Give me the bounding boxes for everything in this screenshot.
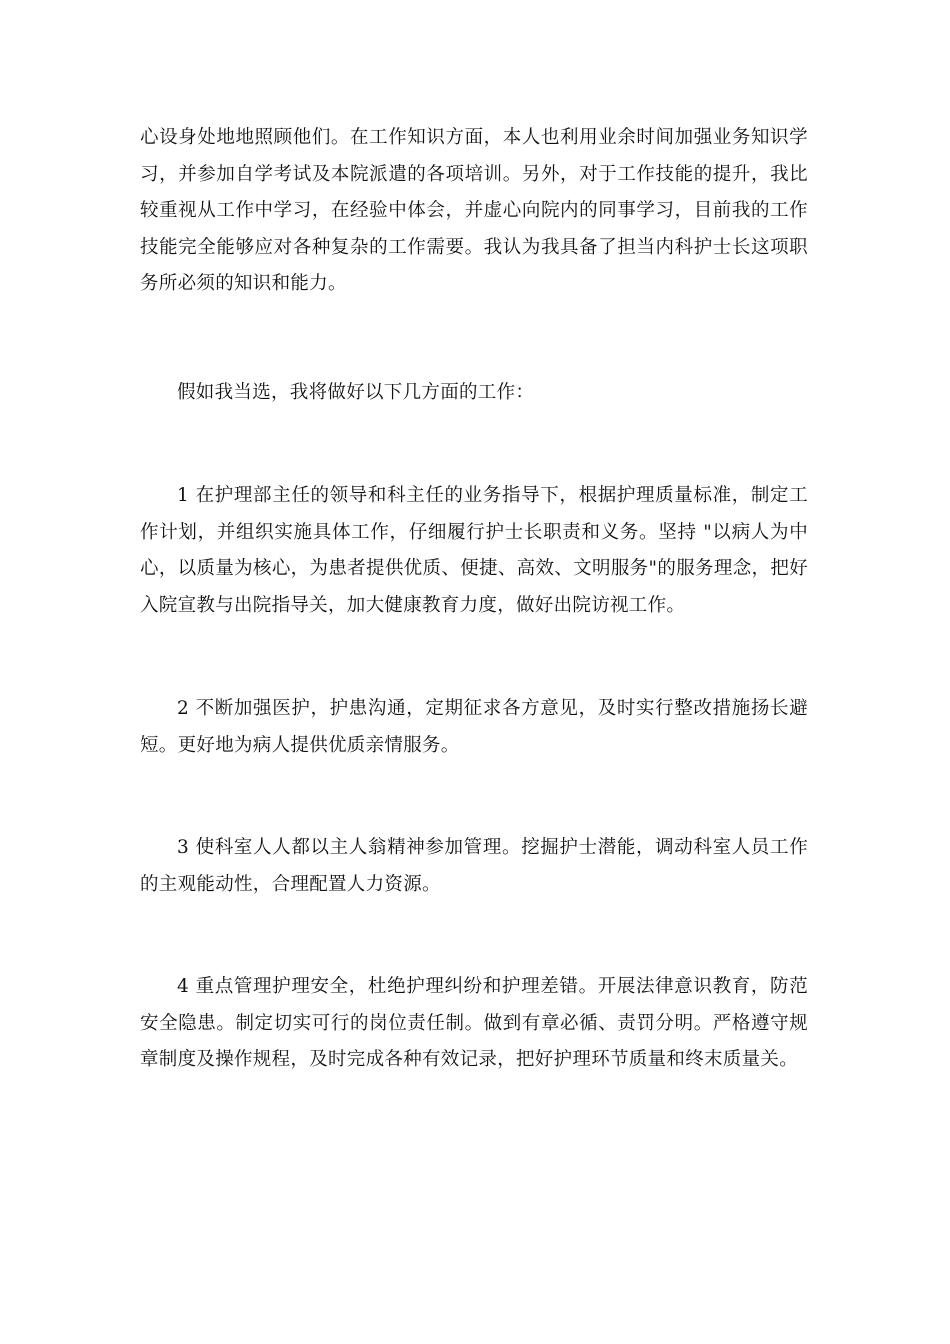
paragraph-item-2: 2 不断加强医护，护患沟通，定期征求各方意见，及时实行整改措施扬长避短。更好地为病人提供优质亲情服务。 — [140, 698, 808, 756]
paragraph-intro: 假如我当选，我将做好以下几方面的工作： — [177, 382, 535, 403]
paragraph-item-3: 3 使科室人人都以主人翁精神参加管理。挖掘护士潜能，调动科室人员工作的主观能动性，合理配置人力资源。 — [140, 837, 808, 895]
paragraph-item-4: 4 重点管理护理安全，杜绝护理纠纷和护理差错。开展法律意识教育，防范安全隐患。制定切实可行的岗位责任制。做到有章必循、责罚分明。严格遵守规章制度及操作规程，及时完成各种有效记录，把好护理环节质量和终末质量关。 — [140, 976, 808, 1070]
paragraph-continuation: 心设身处地地照顾他们。在工作知识方面，本人也利用业余时间加强业务知识学习，并参加自学考试及本院派遣的各项培训。另外，对于工作技能的提升，我比较重视从工作中学习，在经验中体会，并虚心向院内的同事学习，目前我的工作技能完全能够应对各种复杂的工作需要。我认为我具备了担当内科护士长这项职务所必须的知识和能力。 — [140, 127, 808, 294]
paragraph-item-1: 1 在护理部主任的领导和科主任的业务指导下，根据护理质量标准，制定工作计划，并组织实施具体工作，仔细履行护士长职责和义务。坚持 "以病人为中心，以质量为核心，为患者提供优质、便捷、高效、文明服务"的服务理念，把好入院宣教与出院指导关，加大健康教育力度，做好出院访视工作。 — [140, 485, 808, 616]
